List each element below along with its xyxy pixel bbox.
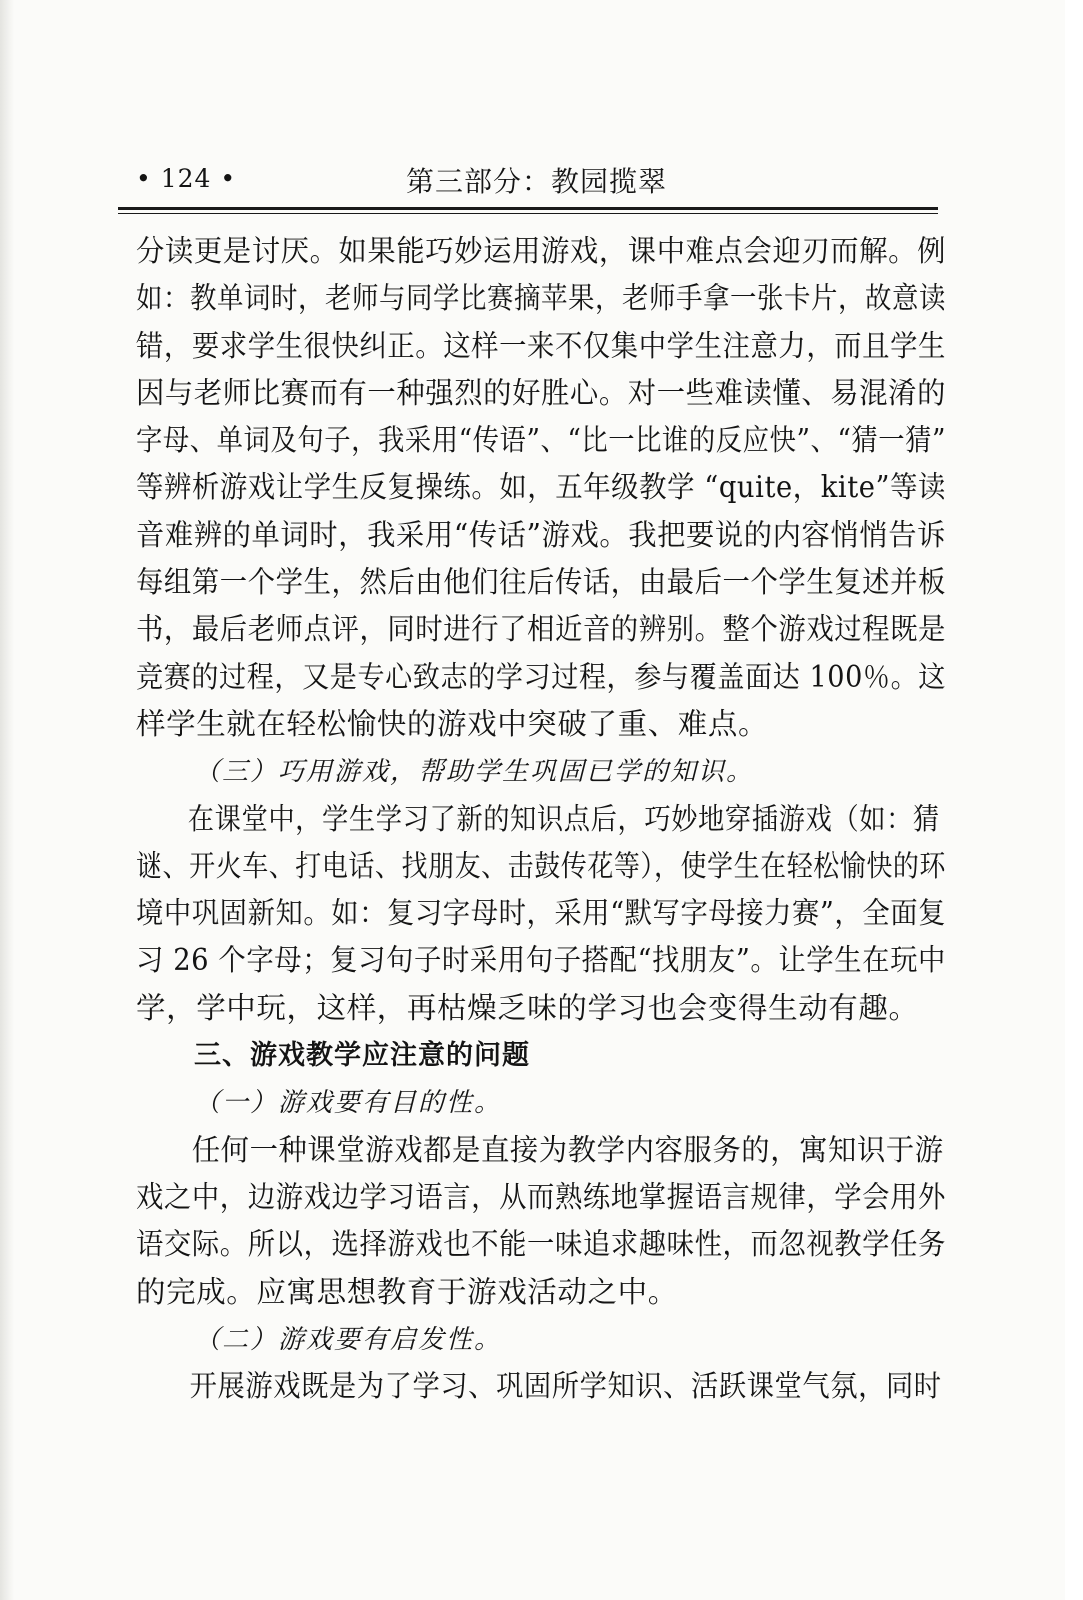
text-line: 戏之中，边游戏边学习语言，从而熟练地掌握语言规律，学会用外 <box>136 1179 946 1214</box>
text-line: 习 26 个字母；复习句子时采用句子搭配“找朋友”。让学生在玩中 <box>136 943 946 978</box>
text-line: 字母、单词及句子，我采用“传语”、“比一比谁的反应快”、“猜一猜” <box>136 423 947 458</box>
text-line: 如：教单词时，老师与同学比赛摘苹果，老师手拿一张卡片，故意读 <box>136 281 947 316</box>
text-line: 音难辨的单词时，我采用“传话”游戏。我把要说的内容悄悄告诉 <box>136 517 946 552</box>
text-line: 每组第一个学生，然后由他们往后传话，由最后一个学生复述并板 <box>136 565 946 600</box>
page-number: • 124 • <box>136 164 237 193</box>
paragraph-start: 任何一种课堂游戏都是直接为教学内容服务的，寓知识于游 <box>191 1132 944 1167</box>
section-heading: 三、游戏教学应注意的问题 <box>194 1040 530 1072</box>
paragraph-start: 开展游戏既是为了学习、巩固所学知识、活跃课堂气氛，同时 <box>189 1369 942 1404</box>
text-line: 竞赛的过程，又是专心致志的学习过程，参与覆盖面达 100％。这 <box>136 659 946 694</box>
scan-shadow <box>0 0 14 1600</box>
text-line: 分读更是讨厌。如果能巧妙运用游戏，课中难点会迎刃而解。例 <box>136 234 947 268</box>
text-line: 学，学中玩，这样，再枯燥乏味的学习也会变得生动有趣。 <box>136 990 919 1025</box>
body-text <box>136 228 946 1410</box>
text-line: 谜、开火车、打电话、找朋友、击鼓传花等），使学生在轻松愉快的环 <box>136 848 946 883</box>
page-header <box>118 160 938 204</box>
text-line: 境中巩固新知。如：复习字母时，采用“默写字母接力赛”，全面复 <box>136 896 947 931</box>
text-line: 的完成。应寓思想教育于游戏活动之中。 <box>136 1274 678 1309</box>
header-rule-thick <box>118 207 938 210</box>
text-line: 错，要求学生很快纠正。这样一来不仅集中学生注意力，而且学生 <box>136 328 946 363</box>
subsection-heading: （一）游戏要有目的性。 <box>194 1088 503 1118</box>
text-line: 样学生就在轻松愉快的游戏中突破了重、难点。 <box>136 706 769 741</box>
running-title: 第三部分：教园揽翠 <box>406 165 668 198</box>
text-line: 等辨析游戏让学生反复操练。如，五年级教学 “quite，kite”等读 <box>136 470 947 505</box>
subsection-heading: （三）巧用游戏，帮助学生巩固已学的知识。 <box>194 757 755 787</box>
subsection-heading: （二）游戏要有启发性。 <box>194 1324 503 1354</box>
text-line: 语交际。所以，选择游戏也不能一味追求趣味性，而忽视教学任务 <box>136 1227 946 1262</box>
paragraph-start: 在课堂中，学生学习了新的知识点后，巧妙地穿插游戏（如：猜 <box>187 801 940 836</box>
text-line: 书，最后老师点评，同时进行了相近音的辨别。整个游戏过程既是 <box>136 612 946 647</box>
text-line: 因与老师比赛而有一种强烈的好胜心。对一些难读懂、易混淆的 <box>136 375 947 410</box>
header-rule-thin <box>118 213 938 214</box>
